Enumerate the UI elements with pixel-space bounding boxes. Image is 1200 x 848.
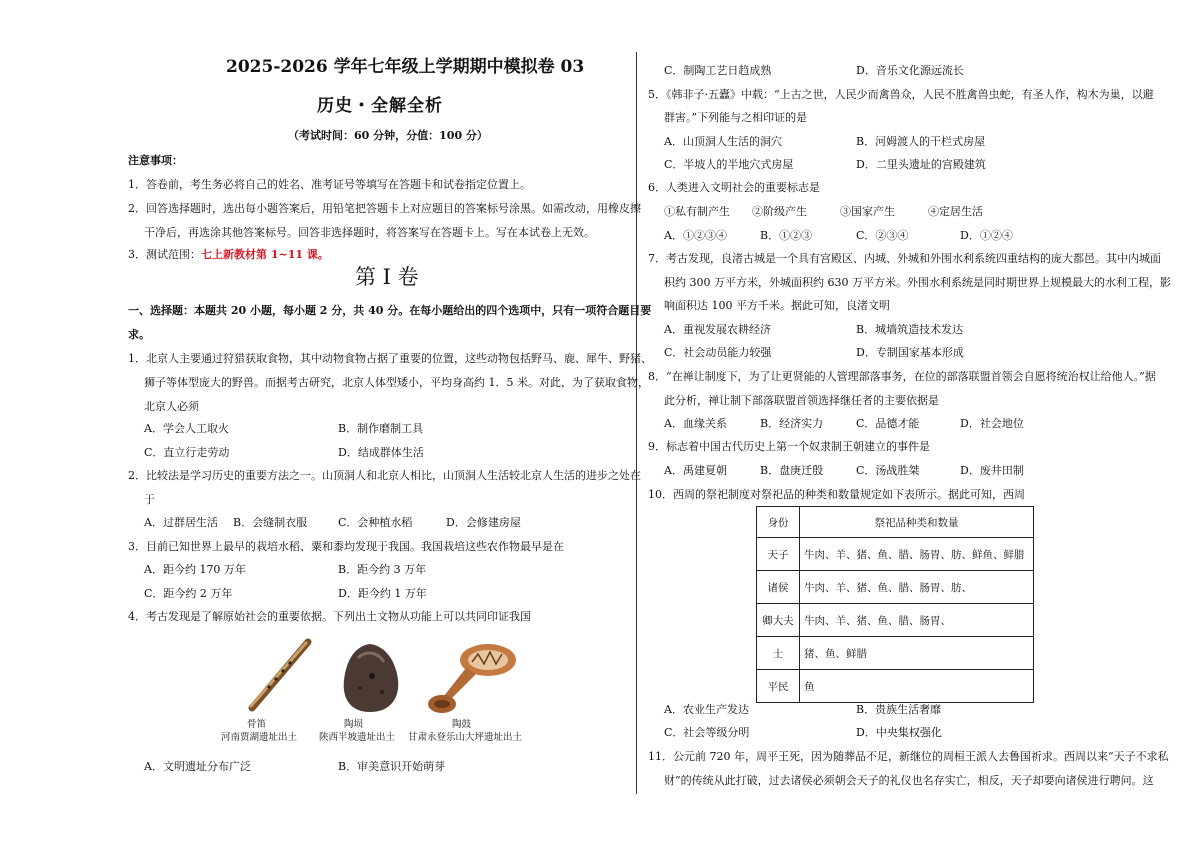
table-header-items: 祭祀品种类和数量 (800, 507, 1034, 538)
q1-option-b[interactable]: B．制作磨制工具 (338, 422, 424, 435)
q8-stem-line-2: 此分析，禅让制下部落联盟首领选择继任者的主要依据是 (664, 394, 939, 407)
note-1: 1．答卷前，考生务必将自己的姓名、准考证号等填写在答题卡和试卷指定位置上。 (128, 178, 531, 191)
q5-option-c[interactable]: C．半坡人的半地穴式房屋 (664, 158, 794, 171)
artifact-2-name: 陶埙 (344, 719, 364, 730)
table-cell-role: 天子 (757, 538, 800, 571)
table-cell-items: 猪、鱼、鲜腊 (800, 637, 1034, 670)
q2-option-b[interactable]: B．会缝制衣服 (233, 516, 308, 529)
q8-stem-line-1: 8．“在禅让制度下，为了让更贤能的人管理部落事务，在位的部落联盟首领会自愿将统治权让给他人。”据 (648, 370, 1156, 383)
q10-option-b[interactable]: B．贵族生活奢靡 (856, 703, 942, 716)
note-3 (128, 248, 329, 262)
q7-stem-line-2: 积约 300 万平方米，外城面积约 630 万平方米。外围水利系统是同时期世界上规模最大的水利工程，影 (664, 276, 1171, 289)
q3-stem: 3．目前已知世界上最早的栽培水稻、粟和黍均发现于我国。我国栽培这些农作物最早是在 (128, 540, 564, 553)
table-cell-items: 牛肉、羊、猪、鱼、腊、肠胃、 (800, 604, 1034, 637)
q4-stem: 4．考古发现是了解原始社会的重要依据。下列出土文物从功能上可以共同印证我国 (128, 610, 531, 623)
artifact-1-name: 骨笛 (247, 719, 267, 730)
q9-option-d[interactable]: D．废井田制 (960, 464, 1024, 477)
table-header-row (757, 507, 1034, 538)
q5-stem-line-2: 群害。”下列能与之相印证的是 (664, 111, 808, 124)
q3-option-b[interactable]: B．距今约 3 万年 (338, 563, 427, 576)
pottery-xun-image (338, 640, 402, 716)
note-2-line-1: 2．回答选择题时，选出每小题答案后，用铅笔把答题卡上对应题目的答案标号涂黑。如需改动，用橡皮擦 (128, 202, 641, 215)
q1-option-c[interactable]: C．直立行走劳动 (144, 446, 230, 459)
q8-option-d[interactable]: D．社会地位 (960, 417, 1024, 430)
bone-flute-image (238, 636, 318, 716)
sacrifice-table (756, 506, 1034, 703)
q5-stem-line-1: 5．《韩非子·五蠹》中载：“上古之世，人民少而禽兽众，人民不胜禽兽虫蛇，有圣人作，构木为巢，以避 (648, 88, 1154, 101)
artifact-1-origin: 河南贾湖遗址出土 (221, 732, 298, 743)
q7-stem-line-3: 响面积达 100 平方千米。据此可知，良渚文明 (664, 299, 890, 312)
q6-stem: 6．人类进入文明社会的重要标志是 (648, 181, 820, 194)
table-cell-items: 牛肉、羊、猪、鱼、腊、肠胃、肪、 (800, 571, 1034, 604)
q2-stem-line-1: 2．比较法是学习历史的重要方法之一。山顶洞人和北京人相比，山顶洞人生活较北京人生活的进步之处在 (128, 469, 641, 482)
artifact-2-origin: 陕西半坡遗址出土 (319, 732, 396, 743)
q6-items: ①私有制产生 ②阶级产生 ③国家产生 ④定居生活 (664, 205, 983, 218)
q7-option-d[interactable]: D．专制国家基本形成 (856, 346, 964, 359)
q4-option-d[interactable]: D．音乐文化源远流长 (856, 64, 964, 77)
q5-option-d[interactable]: D．二里头遗址的宫殿建筑 (856, 158, 986, 171)
table-row (757, 670, 1034, 703)
exam-info: （考试时间：60 分钟，分值：100 分） (288, 129, 488, 142)
table-cell-role: 平民 (757, 670, 800, 703)
exam-title: 2025-2026 学年七年级上学期期中模拟卷 03 (226, 57, 585, 77)
q9-option-b[interactable]: B．盘庚迁殷 (760, 464, 824, 477)
q8-option-c[interactable]: C．品德才能 (856, 417, 920, 430)
q1-option-d[interactable]: D．结成群体生活 (338, 446, 424, 459)
artifact-3-origin: 甘肃永登乐山大坪遗址出土 (408, 732, 523, 743)
table-cell-items: 牛肉、羊、猪、鱼、腊、肠胃、肪、鲜鱼、鲜腊 (800, 538, 1034, 571)
table-cell-role: 士 (757, 637, 800, 670)
q5-option-b[interactable]: B．河姆渡人的干栏式房屋 (856, 135, 986, 148)
q10-option-a[interactable]: A．农业生产发达 (664, 703, 749, 716)
pottery-drum-image (420, 638, 520, 718)
q4-option-b[interactable]: B．审美意识开始萌芽 (338, 760, 446, 773)
q5-option-a[interactable]: A．山顶洞人生活的洞穴 (664, 135, 782, 148)
q7-stem-line-1: 7．考古发现，良渚古城是一个具有宫殿区、内城、外城和外围水利系统四重结构的庞大都邑。其中内城面 (648, 252, 1161, 265)
q10-option-c[interactable]: C．社会等级分明 (664, 726, 750, 739)
q4-option-c[interactable]: C．制陶工艺日趋成熟 (664, 64, 772, 77)
table-row (757, 637, 1034, 670)
q3-option-a[interactable]: A．距今约 170 万年 (144, 563, 246, 576)
table-row (757, 538, 1034, 571)
q7-option-c[interactable]: C．社会动员能力较强 (664, 346, 772, 359)
artifact-3-name: 陶鼓 (452, 719, 472, 730)
note-2-line-2: 干净后，再选涂其他答案标号。回答非选择题时，将答案写在答题卡上。写在本试卷上无效。 (144, 226, 595, 239)
section-title: 第 I 卷 (355, 265, 419, 289)
q8-option-a[interactable]: A．血缘关系 (664, 417, 727, 430)
test-range: 七上新教材第 1~11 课。 (201, 248, 329, 261)
section-intro-line-1: 一、选择题：本题共 20 小题，每小题 2 分，共 40 分。在每小题给出的四个选项中，只有一项符合题目要 (128, 304, 652, 317)
q1-option-a[interactable]: A．学会人工取火 (144, 422, 229, 435)
q2-stem-line-2: 于 (144, 493, 155, 506)
note-3-prefix: 3．测试范围： (128, 248, 201, 261)
q11-stem-line-1: 11．公元前 720 年，周平王死，因为随葬品不足，新继位的周桓王派人去鲁国祈求。西周以来“天子不求私 (648, 750, 1169, 763)
q2-option-d[interactable]: D．会修建房屋 (446, 516, 521, 529)
q10-option-d[interactable]: D．中央集权强化 (856, 726, 942, 739)
table-cell-role: 卿大夫 (757, 604, 800, 637)
q6-option-d[interactable]: D．①②④ (960, 229, 1013, 242)
q9-option-c[interactable]: C．汤战胜桀 (856, 464, 920, 477)
q4-option-a[interactable]: A．文明遗址分布广泛 (144, 760, 251, 773)
q7-option-a[interactable]: A．重视发展农耕经济 (664, 323, 771, 336)
q8-option-b[interactable]: B．经济实力 (760, 417, 824, 430)
q3-option-c[interactable]: C．距今约 2 万年 (144, 587, 233, 600)
table-cell-items: 鱼 (800, 670, 1034, 703)
q10-stem: 10．西周的祭祀制度对祭祀品的种类和数量规定如下表所示。据此可知，西周 (648, 488, 1025, 501)
section-intro-line-2: 求。 (128, 328, 150, 341)
table-cell-role: 诸侯 (757, 571, 800, 604)
q7-option-b[interactable]: B．城墙筑造技术发达 (856, 323, 964, 336)
q9-stem: 9．标志着中国古代历史上第一个奴隶制王朝建立的事件是 (648, 440, 930, 453)
q1-stem-line-1: 1．北京人主要通过狩猎获取食物，其中动物食物占据了重要的位置，这些动物包括野马、鹿、犀牛、野猪、 (128, 352, 652, 365)
q6-option-b[interactable]: B．①②③ (760, 229, 813, 242)
q1-stem-line-3: 北京人必须 (144, 400, 199, 413)
q3-option-d[interactable]: D．距今约 1 万年 (338, 587, 427, 600)
q11-stem-line-2: 财”的传统从此打破，过去诸侯必须朝会天子的礼仪也名存实亡，相反，天子却要向诸侯进行聘问。这 (664, 774, 1154, 787)
exam-subtitle: 历史・全解全析 (317, 96, 443, 116)
q6-option-a[interactable]: A．①②③④ (664, 229, 727, 242)
q6-option-c[interactable]: C．②③④ (856, 229, 909, 242)
q9-option-a[interactable]: A．禹建夏朝 (664, 464, 727, 477)
q2-option-c[interactable]: C．会种植水稻 (338, 516, 413, 529)
q2-option-a[interactable]: A．过群居生活 (144, 516, 218, 529)
column-divider (636, 52, 637, 794)
table-row (757, 604, 1034, 637)
table-row (757, 571, 1034, 604)
notes-heading: 注意事项： (128, 154, 183, 167)
table-header-role: 身份 (757, 507, 800, 538)
q1-stem-line-2: 狮子等体型庞大的野兽。而据考古研究，北京人体型矮小，平均身高约 1．5 米。对此，为了获取食物， (144, 376, 649, 389)
